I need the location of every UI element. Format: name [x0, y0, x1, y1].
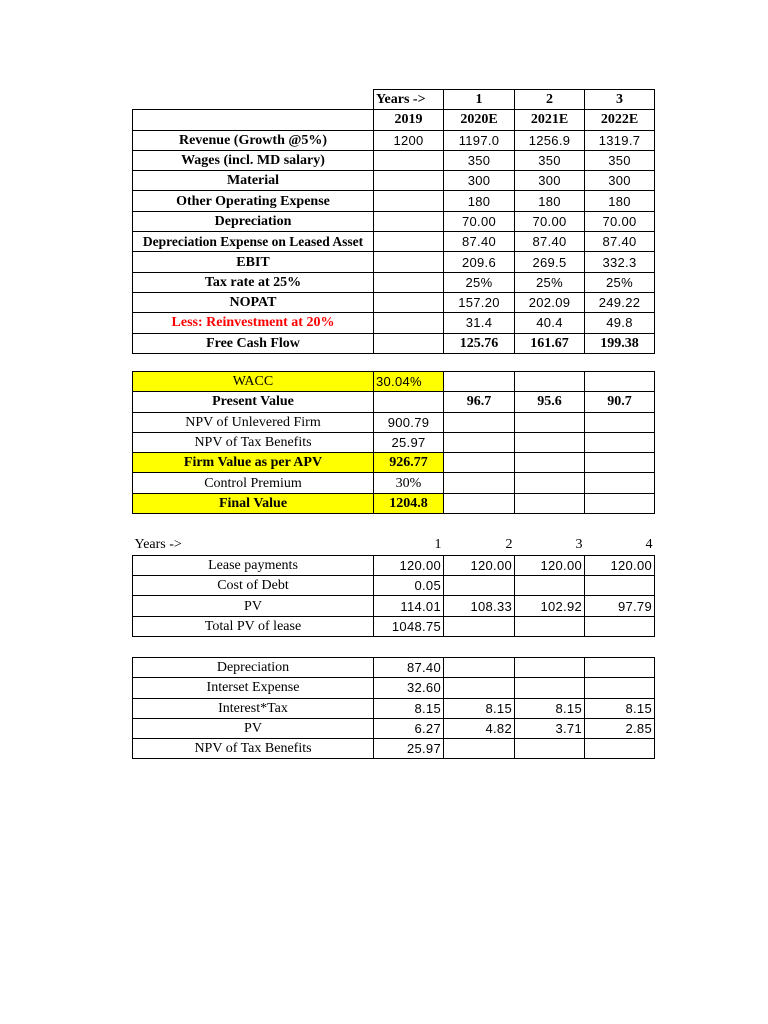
- header-row-years: [133, 535, 655, 555]
- cell: 300: [585, 171, 655, 191]
- table-row: [133, 372, 655, 392]
- table-row: [133, 171, 655, 191]
- interest-expense-label: Interset Expense: [133, 678, 374, 698]
- depreciation-label: Depreciation: [133, 658, 374, 678]
- table-row: [133, 432, 655, 452]
- cell: 114.01: [374, 596, 444, 616]
- table-row: [133, 252, 655, 272]
- row-label: Less: Reinvestment at 20%: [133, 313, 374, 333]
- cell: [374, 313, 444, 333]
- cell: [374, 333, 444, 353]
- cell: [374, 211, 444, 231]
- cell: 97.79: [585, 596, 655, 616]
- pv-label: PV: [133, 718, 374, 738]
- cell: 202.09: [515, 292, 585, 312]
- table-row: [133, 333, 655, 353]
- row-label: Tax rate at 25%: [133, 272, 374, 292]
- valuation-table: [132, 89, 655, 354]
- npv-tax-benefits-label: NPV of Tax Benefits: [133, 739, 374, 759]
- year-index-2: 2: [515, 90, 585, 110]
- year-index-1: 1: [444, 90, 515, 110]
- cell: 161.67: [515, 333, 585, 353]
- table-row: [133, 576, 655, 596]
- total-pv-lease-value: 1048.75: [374, 616, 444, 636]
- cell: 1: [434, 537, 442, 553]
- cell: 87.40: [585, 232, 655, 252]
- row-label: Other Operating Expense: [133, 191, 374, 211]
- table-row: [133, 739, 655, 759]
- row-label: EBIT: [133, 252, 374, 272]
- cell: 96.7: [444, 392, 515, 412]
- cell: 8.15: [444, 698, 515, 718]
- table-row: [133, 596, 655, 616]
- cell: 125.76: [444, 333, 515, 353]
- year-2021e: 2021E: [515, 110, 585, 130]
- cell: 120.00: [444, 555, 515, 575]
- cell: 2.85: [585, 718, 655, 738]
- cell: 157.20: [444, 292, 515, 312]
- row-label: Material: [133, 171, 374, 191]
- cell: [374, 252, 444, 272]
- header-row-years: [133, 90, 655, 110]
- cell: 1319.7: [585, 130, 655, 150]
- table-row: [133, 718, 655, 738]
- years-label: Years ->: [374, 90, 444, 110]
- cell: 8.15: [585, 698, 655, 718]
- cell: 180: [515, 191, 585, 211]
- cell: [374, 150, 444, 170]
- cell: 332.3: [585, 252, 655, 272]
- control-premium-label: Control Premium: [133, 473, 374, 493]
- npv-unlevered-label: NPV of Unlevered Firm: [133, 412, 374, 432]
- table-row: [133, 412, 655, 432]
- row-label: NOPAT: [133, 292, 374, 312]
- table-row: [133, 191, 655, 211]
- cost-of-debt-value: 0.05: [374, 576, 444, 596]
- depreciation-value: 87.40: [374, 658, 444, 678]
- cell: 8.15: [374, 698, 444, 718]
- cell: 25%: [444, 272, 515, 292]
- cell: 108.33: [444, 596, 515, 616]
- cell: 120.00: [515, 555, 585, 575]
- pv-label: PV: [133, 596, 374, 616]
- row-label: Free Cash Flow: [133, 333, 374, 353]
- cell: 95.6: [515, 392, 585, 412]
- final-value-label: Final Value: [133, 493, 374, 513]
- lease-years-label: Years ->: [134, 537, 182, 553]
- cell: 3.71: [515, 718, 585, 738]
- present-value-label: Present Value: [133, 392, 374, 412]
- table-row: [133, 698, 655, 718]
- row-label: Depreciation Expense on Leased Asset: [133, 232, 374, 252]
- cell: 300: [444, 171, 515, 191]
- table-row: [133, 313, 655, 333]
- npv-tax-benefits-value: 25.97: [374, 432, 444, 452]
- table-row: [133, 150, 655, 170]
- row-label: Depreciation: [133, 211, 374, 231]
- npv-tax-benefits-value: 25.97: [374, 739, 444, 759]
- cell: 2: [505, 537, 513, 553]
- cell: 1200: [374, 130, 444, 150]
- lease-table: [132, 535, 655, 637]
- total-pv-lease-label: Total PV of lease: [133, 616, 374, 636]
- cell: 249.22: [585, 292, 655, 312]
- npv-unlevered-value: 900.79: [374, 412, 444, 432]
- cell: [374, 292, 444, 312]
- table-row: [133, 211, 655, 231]
- year-index-3: 3: [585, 90, 655, 110]
- cell: [374, 232, 444, 252]
- table-row: [133, 232, 655, 252]
- npv-tax-benefits-label: NPV of Tax Benefits: [133, 432, 374, 452]
- cell: 199.38: [585, 333, 655, 353]
- table-row: [133, 493, 655, 513]
- header-row-fy: [133, 110, 655, 130]
- table-row: [133, 130, 655, 150]
- tax-benefit-table: [132, 657, 655, 759]
- year-2019: 2019: [374, 110, 444, 130]
- cell: 300: [515, 171, 585, 191]
- interest-expense-value: 32.60: [374, 678, 444, 698]
- cell: 4: [645, 537, 653, 553]
- table-row: [133, 392, 655, 412]
- cell: 70.00: [585, 211, 655, 231]
- lease-payments-label: Lease payments: [133, 555, 374, 575]
- wacc-value: 30.04%: [374, 372, 444, 392]
- cell: 120.00: [374, 555, 444, 575]
- cell: 3: [575, 537, 583, 553]
- cell: 87.40: [444, 232, 515, 252]
- control-premium-value: 30%: [374, 473, 444, 493]
- table-row: [133, 555, 655, 575]
- cell: 90.7: [585, 392, 655, 412]
- year-2020e: 2020E: [444, 110, 515, 130]
- cell: 40.4: [515, 313, 585, 333]
- firm-value-label: Firm Value as per APV: [133, 453, 374, 473]
- table-row: [133, 616, 655, 636]
- cell: 87.40: [515, 232, 585, 252]
- cell: 180: [444, 191, 515, 211]
- table-row: [133, 272, 655, 292]
- cell: 8.15: [515, 698, 585, 718]
- cell: 350: [515, 150, 585, 170]
- cell: 180: [585, 191, 655, 211]
- row-label: Wages (incl. MD salary): [133, 150, 374, 170]
- cell: 49.8: [585, 313, 655, 333]
- cell: [374, 191, 444, 211]
- cost-of-debt-label: Cost of Debt: [133, 576, 374, 596]
- cell: 70.00: [515, 211, 585, 231]
- wacc-label: WACC: [133, 372, 374, 392]
- cell: 1197.0: [444, 130, 515, 150]
- cell: 4.82: [444, 718, 515, 738]
- cell: 269.5: [515, 252, 585, 272]
- cell: 25%: [515, 272, 585, 292]
- cell: [374, 272, 444, 292]
- table-row: [133, 678, 655, 698]
- final-value-value: 1204.8: [374, 493, 444, 513]
- table-row: [133, 453, 655, 473]
- cell: 120.00: [585, 555, 655, 575]
- table-row: [133, 473, 655, 493]
- cell: [374, 171, 444, 191]
- cell: 70.00: [444, 211, 515, 231]
- cell: 209.6: [444, 252, 515, 272]
- firm-value-value: 926.77: [374, 453, 444, 473]
- apv-table: [132, 371, 655, 514]
- cell: 102.92: [515, 596, 585, 616]
- cell: 1256.9: [515, 130, 585, 150]
- cell: 6.27: [374, 718, 444, 738]
- year-2022e: 2022E: [585, 110, 655, 130]
- row-label: Revenue (Growth @5%): [133, 130, 374, 150]
- cell: 350: [444, 150, 515, 170]
- interest-tax-label: Interest*Tax: [133, 698, 374, 718]
- cell: 350: [585, 150, 655, 170]
- cell: 25%: [585, 272, 655, 292]
- table-row: [133, 658, 655, 678]
- table-row: [133, 292, 655, 312]
- cell: 31.4: [444, 313, 515, 333]
